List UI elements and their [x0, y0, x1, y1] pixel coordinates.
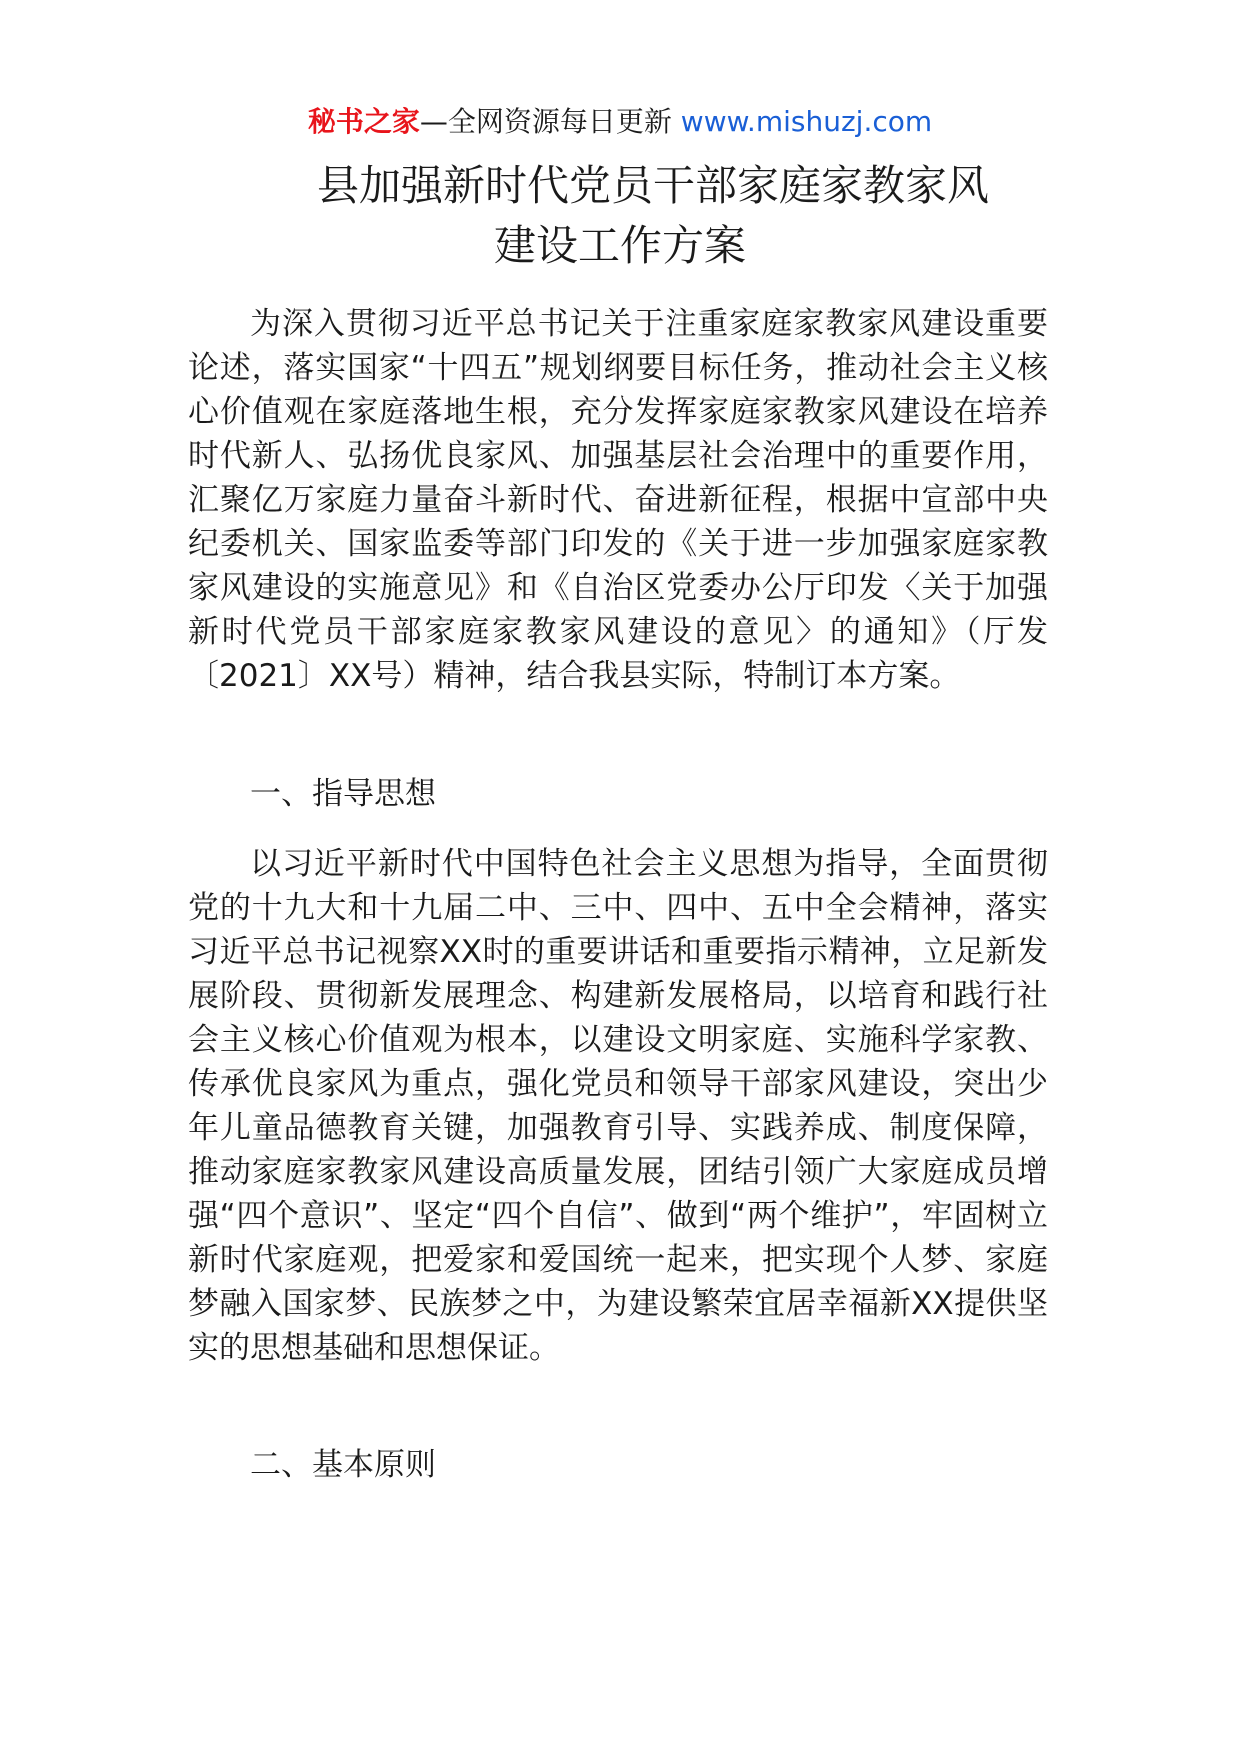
site-url[interactable]: www.mishuzj.com — [680, 105, 933, 138]
intro-paragraph-block — [188, 302, 1048, 698]
section-2-heading-block — [188, 1443, 1048, 1487]
document-title-line-1: 县加强新时代党员干部家庭家教家风 — [316, 161, 989, 210]
intro-paragraph: 为深入贯彻习近平总书记关于注重家庭家教家风建设重要论述，落实国家“十四五”规划纲要目标任务，推动社会主义核心价值观在家庭落地生根，充分发挥家庭家教家风建设在培养时代新人、弘扬优良家风、加强基层社会治理中的重要作用，汇聚亿万家庭力量奋斗新时代、奋进新征程，根据中宣部中央纪委机关、国家监委等部门印发的《关于进一步加强家庭家教家风建设的实施意见》和《自治区党委办公厅印发〈关于加强新时代党员干部家庭家教家风建设的意见〉的通知》（厅发〔2021〕XX号）精神，结合我县实际，特制订本方案。 — [188, 306, 1048, 694]
section-1-heading: 一、指导思想 — [250, 776, 436, 812]
section-1-heading-block — [188, 772, 1048, 816]
section-1-body-block — [188, 842, 1048, 1370]
header-tagline: —全网资源每日更新 — [419, 105, 672, 138]
section-2-heading: 二、基本原则 — [250, 1447, 436, 1483]
brand-name: 秘书之家 — [307, 105, 420, 138]
site-header — [0, 102, 1240, 142]
document-title-line-2: 建设工作方案 — [493, 221, 746, 270]
section-1-paragraph: 以习近平新时代中国特色社会主义思想为指导，全面贯彻党的十九大和十九届二中、三中、四中、五中全会精神，落实习近平总书记视察XX时的重要讲话和重要指示精神，立足新发展阶段、贯彻新发展理念、构建新发展格局，以培育和践行社会主义核心价值观为根本，以建设文明家庭、实施科学家教、传承优良家风为重点，强化党员和领导干部家风建设，突出少年儿童品德教育关键，加强教育引导、实践养成、制度保障，推动家庭家教家风建设高质量发展，团结引领广大家庭成员增强“四个意识”、坚定“四个自信”、做到“两个维护”，牢固树立新时代家庭观，把爱家和爱国统一起来，把实现个人梦、家庭梦融入国家梦、民族梦之中，为建设繁荣宜居幸福新XX提供坚实的思想基础和思想保证。 — [188, 846, 1048, 1366]
